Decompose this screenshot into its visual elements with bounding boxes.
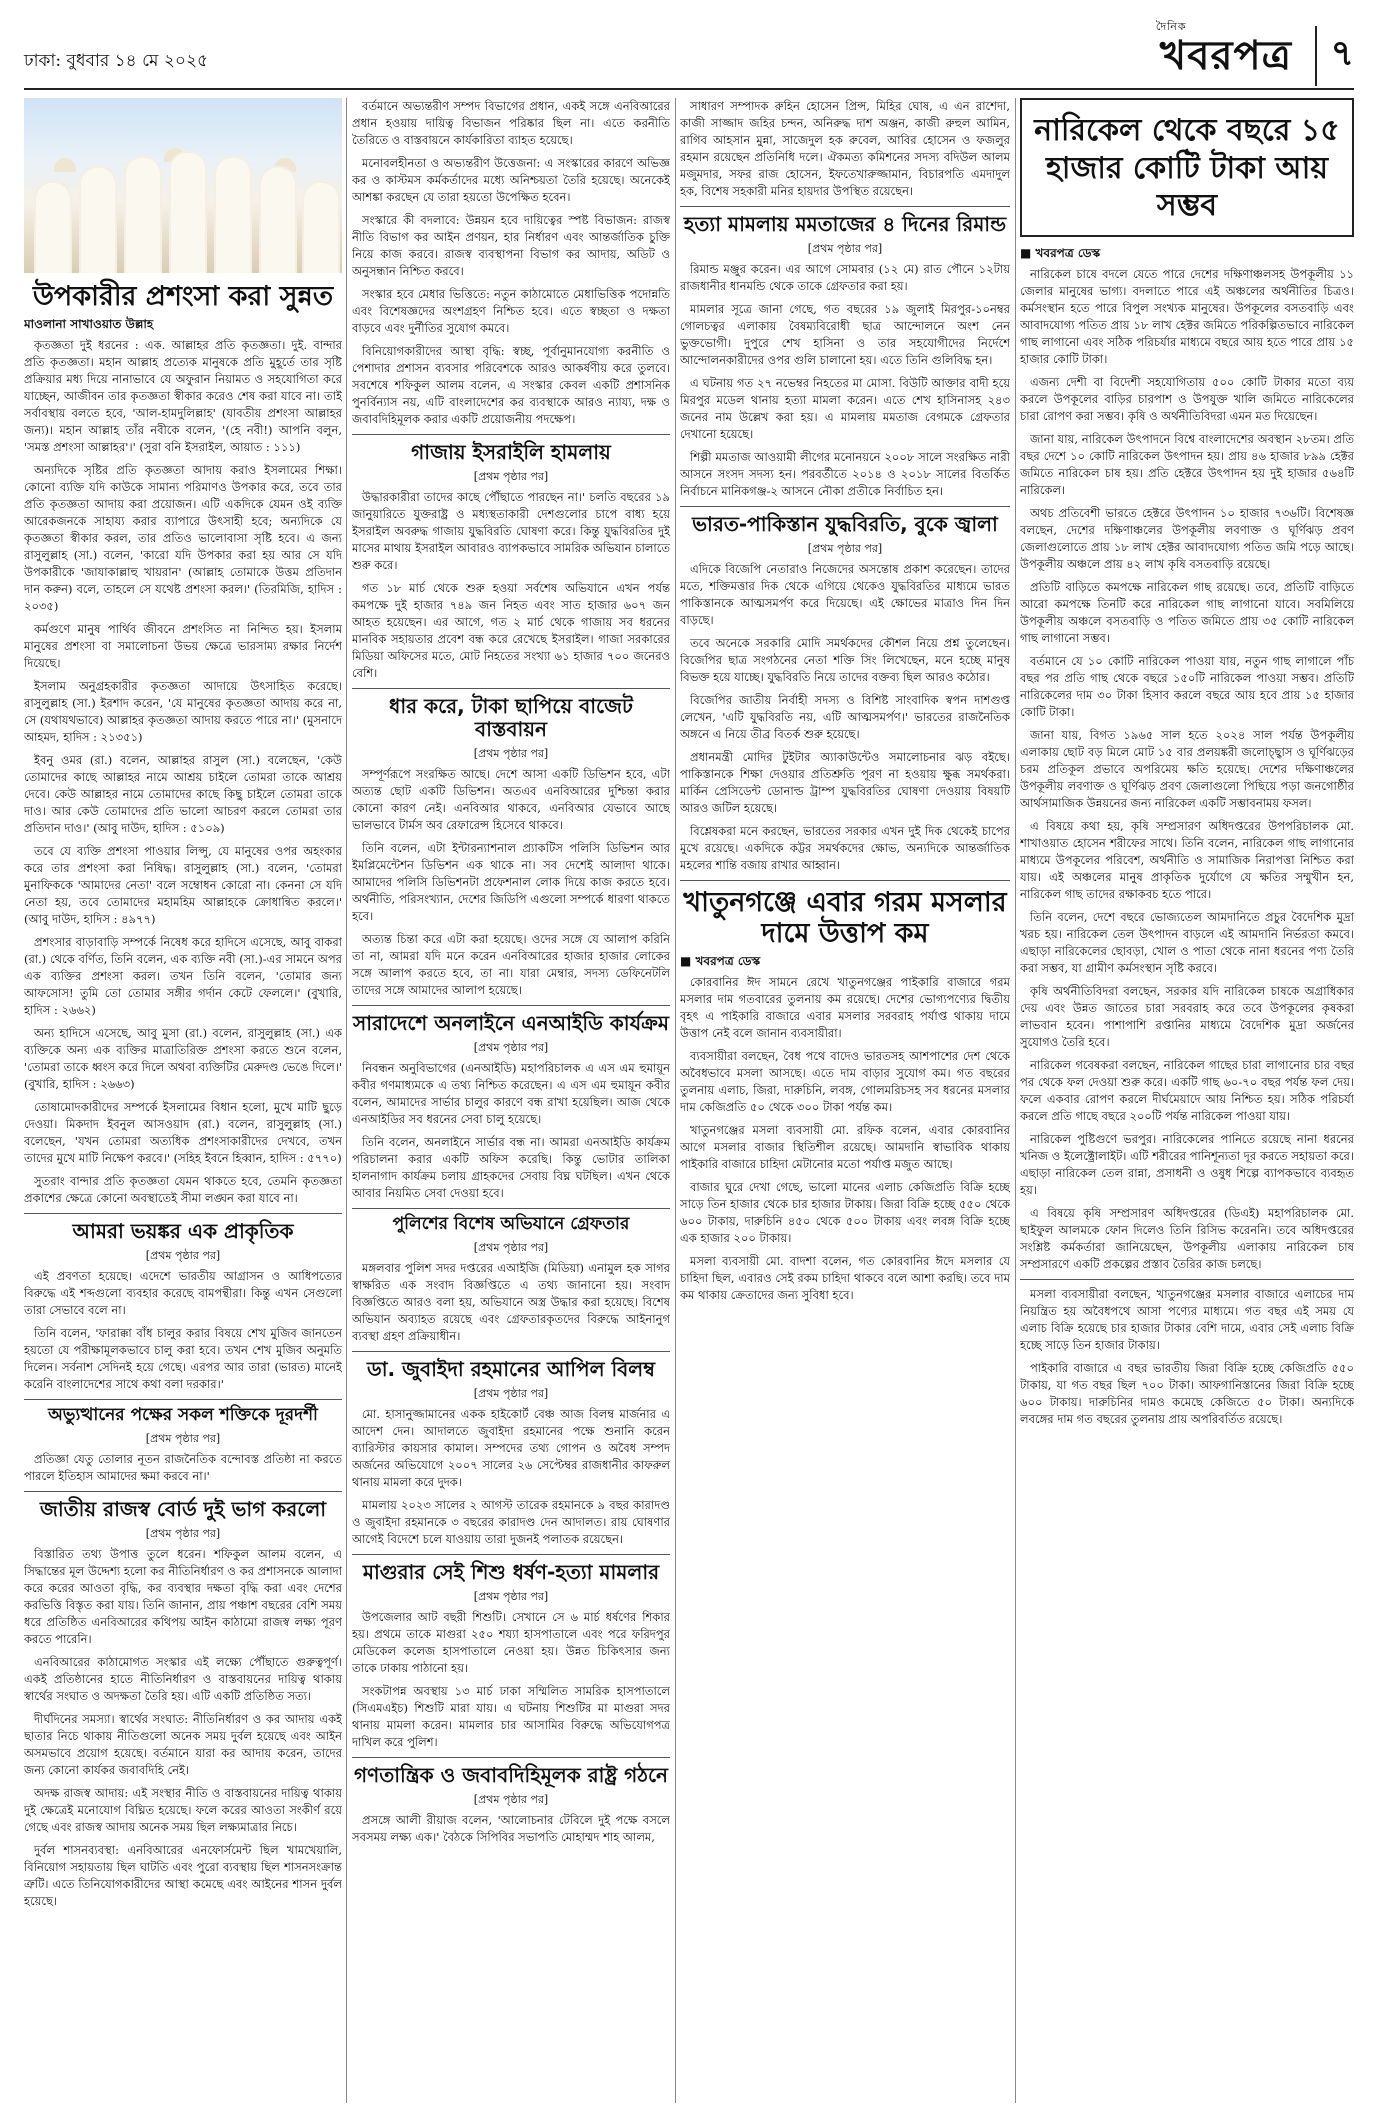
article-headline: উপকারীর প্রশংসা করা সুন্নত — [32, 281, 334, 312]
article-headline: পুলিশের বিশেষ অভিযানে গ্রেফতার — [392, 1214, 630, 1234]
article-paragraph: সাধারণ সম্পাদক রুহিন হোসেন প্রিন্স, মিহির ঘোষ, এ এন রাশেদা, কাজী সাজ্জাদ জহির চন্দন, অনিরুদ্ধ দাশ অঞ্জন, কাজী রুহুল আমিন, রাগিব আহসান মুন্না, সাজেদুল হক রুবেল, আবির হোসেন ও ফজলুর রহমান রয়েছেন প্রতিনিধি দলে। ঐকমত্য কমিশনের সদস্য বদিউল আলম মজুমদার, সফর রাজ হোসেন, ইফতেখারুজ্জামান, বিচারপতি এমদাদুল হক, বিশেষ সহকারী মনির হায়দার উপস্থিত রয়েছেন। — [680, 99, 1010, 198]
article-paragraph: বর্তমানে অভ্যন্তরীণ সম্পদ বিভাগের প্রধান, একই সঙ্গে এনবিআরের প্রধান হওয়ায় দায়িত্ব বিভাজন পরিষ্কার ছিল না। এতে করনীতি তৈরিতে ও বাস্তবায়নে কার্যকারিতা ব্যাহত হয়েছে। — [352, 99, 670, 147]
article-paragraph: তিনি বলেন, এটা ইন্টারন্যাশনাল প্র্যাকটিস পলিসি ডিভিশন আর ইমপ্লিমেন্টেশন ডিভিশন এক থাকে না। সব দেশেই আলাদা থাকে। আমাদের পলিসি ডিভিশনটা প্রফেশনাল লোক দিয়ে কাজ করতে হবে। অর্থনীতি, পরিসংখ্যান, দেশের জিডিপি এগুলো সম্পর্কে ধারণা থাকতে হবে। — [352, 841, 670, 923]
article-paragraph: এদিকে বিজেপি নেতারাও নিজেদের অসন্তোষ প্রকাশ করেছেন। তাদের মতে, শক্তিমত্তার দিক থেকে এগিয়ে থেকেও যুদ্ধবিরতির মাধ্যমে ভারত পাকিস্তানকে আত্মসমর্পণ করে দিয়েছে। এই ক্ষোভের মাত্রাও দিন দিন বাড়ছে। — [680, 562, 1010, 627]
column-divider — [675, 98, 676, 2103]
continued-label: [প্রথম পৃষ্ঠার পর] — [473, 747, 549, 760]
lead-headline-box — [1020, 98, 1354, 237]
section-separator — [352, 1208, 670, 1209]
article-headline: গণতান্ত্রিক ও জবাবদিহিমূলক রাষ্ট্র গঠনে — [354, 1762, 668, 1787]
article-headline: সারাদেশে অনলাইনে এনআইডি কার্যক্রম — [353, 1011, 669, 1035]
page-number: ৭ — [1315, 26, 1354, 86]
arch-shape — [259, 166, 297, 273]
article-paragraph: প্রসঙ্গে আলী রীয়াজ বলেন, 'আলোচনার টেবিলে দুই পক্ষে বসলে সবসময় লক্ষ্য এক।' বৈঠকে সিপিবির সভাপতি মোহাম্মদ শাহ আলম, — [352, 1812, 670, 1844]
section-separator — [352, 1005, 670, 1006]
article-headline: হত্যা মামলায় মমতাজের ৪ দিনের রিমান্ড — [683, 212, 1007, 236]
article-headline: খাতুনগঞ্জে এবার গরম মসলার দামে উত্তাপ কম — [683, 887, 1007, 950]
continued-label: [প্রথম পৃষ্ঠার পর] — [473, 1792, 549, 1806]
article-paragraph: প্রশংসার বাড়াবাড়ি সম্পর্কে নিষেধ করে হাদিসে এসেছে, আবু বাকরা (রা.) থেকে বর্ণিত, তিনি বলেন, এক ব্যক্তি নবী (সা.)-এর সামনে অপর এক ব্যক্তির প্রশংসা করল। তখন তিনি বলেন, 'তোমার জন্য আফসোস! তুমি তো তোমার সঙ্গীর গর্দান কেটে ফেললে।' (বুখারি, হাদিস : ২৬৬২) — [24, 935, 342, 1018]
article-paragraph: প্রতিজ্ঞা যেতু তোলার নূতন রাজনৈতিক বন্দোবস্ত প্রতিষ্ঠা না করতে পারলে ইতিহাস আমাদের ক্ষমা করবে না।' — [24, 1451, 342, 1483]
article-headline: জাতীয় রাজস্ব বোর্ড দুই ভাগ করলো — [39, 1496, 327, 1521]
arch-shape — [79, 166, 117, 273]
article-paragraph: বিশ্লেষকরা মনে করছেন, ভারতের সরকার এখন দুই দিক থেকেই চাপের মুখে রয়েছে। একদিকে কট্টর সমর্থকদের ক্ষোভ, অন্যদিকে আন্তর্জাতিক মহলের শান্তি বজায় রাখার আহ্বান। — [680, 824, 1010, 872]
continued-label: [প্রথম পৃষ্ঠার পর] — [473, 1386, 549, 1400]
continued-label: [প্রথম পৃষ্ঠার পর] — [807, 242, 883, 255]
section-separator — [680, 506, 1010, 507]
article-headline: ভারত-পাকিস্তান যুদ্ধবিরতি, বুকে জ্বালা — [692, 512, 998, 536]
article-paragraph: প্রতিটি বাড়িতে কমপক্ষে নারিকেল গাছ রয়েছে। তবে, প্রতিটি বাড়িতে আরো কমপক্ষে তিনটি করে নারিকেল গাছ লাগানো যাবে। সবমিলিয়ে উপকূলীয় অঞ্চলে বসতবাড়ি ও পতিত জমিতে প্রায় ৩৫ কোটি নারিকেল গাছ লাগানো সম্ভব। — [1020, 579, 1354, 645]
article-paragraph: সংস্কার হবে মেধার ভিত্তিতে: নতুন কাঠামোতে মেধাভিত্তিক পদোন্নতি এবং বিশেষজ্ঞদের অংশগ্রহণ নিশ্চিত হবে। এতে স্বচ্ছতা ও দক্ষতা বাড়বে এবং দুর্নীতির সুযোগ কমবে। — [352, 287, 670, 335]
article-paragraph: অন্যদিকে সৃষ্টির প্রতি কৃতজ্ঞতা আদায় করাও ইসলামের শিক্ষা। কোনো ব্যক্তি যদি কাউকে সামান্য পরিমাণও উপকার করে, তবে তার প্রতি কৃতজ্ঞতা আদায় করা প্রয়োজন। এটি একদিকে যেমন ওই ব্যক্তি আরেকজনকে সাহায্য করার ব্যাপারে উৎসাহী হবে; অন্যদিকে যে কৃতজ্ঞতা স্বীকার করল, তার প্রতিও ভালোবাসা সৃষ্টি হবে। এ জন্য রাসুলুল্লাহ (সা.) বলেন, 'কারো যদি উপকার করা হয় আর সে যদি উপকারীকে 'জাযাকাল্লাহু খায়রান' (আল্লাহ তোমাকে উত্তম প্রতিদান দান করুন) বলে, তাহলে সে যথেষ্ট প্রশংসা করল।' (তিরমিজি, হাদিস : ২০৩৫) — [24, 463, 342, 614]
article-paragraph: কৃষি অর্থনীতিবিদরা বলছেন, সরকার যদি নারিকেল চাষকে অগ্রাধিকার দেয় এবং উন্নত জাতের চারা সরবরাহ করে তবে উপকূলের কৃষকরা লাভবান হবেন। পাশাপাশি রপ্তানির মাধ্যমে বৈদেশিক মুদ্রা অর্জনের সুযোগও তৈরি হবে। — [1020, 983, 1354, 1049]
article-paragraph: নারিকেল পুষ্টিগুণে ভরপুর। নারিকেলের পানিতে রয়েছে নানা ধরনের খনিজ ও ইলেক্ট্রোলাইট। এটি শরীরের পানিশূন্যতা দূর করতে সহায়তা করে। এছাড়া নারিকেল তেল রান্না, প্রসাধনী ও ওষুধ শিল্পে ব্যাপকভাবে ব্যবহৃত হয়। — [1020, 1131, 1354, 1197]
article-headline: মাগুরার সেই শিশু ধর্ষণ-হত্যা মামলার — [362, 1559, 660, 1584]
section-separator — [352, 434, 670, 435]
article-paragraph: মসলা ব্যবসায়ী মো. বাদশা বলেন, গত কোরবানির ঈদে মসলার যে চাহিদা ছিল, এবারও সেই রকম চাহিদা থাকবে বলে আশা করছি। তবে দাম কম থাকায় ক্রেতাদের জন্য সুবিধা হবে। — [680, 1254, 1010, 1303]
article-paragraph: মো. হাসানুজ্জামানের একক হাইকোর্ট বেঞ্চ আজ বিলম্ব মার্জনার এ আদেশ দেন। আদালতে জুবাইদা রহমানের পক্ষে শুনানি করেন ব্যারিস্টার কায়সার কামাল। সম্পদের তথ্য গোপন ও অবৈধ সম্পদ অর্জনের অভিযোগে ২০০৭ সালের ২৬ সেপ্টেম্বর রাজধানীর কাফরুল থানায় মামলা করে দুদক। — [352, 1406, 670, 1489]
section-separator — [24, 1213, 342, 1214]
article-paragraph: সুতরাং বান্দার প্রতি কৃতজ্ঞতা যেমন থাকতে হবে, তেমনি কৃতজ্ঞতা প্রকাশের ক্ষেত্রে কোনো অবস্থাতেই সীমা লঙ্ঘন করা যাবে না। — [24, 1174, 342, 1206]
article-paragraph: বর্তমানে যে ১০ কোটি নারিকেল পাওয়া যায়, নতুন গাছ লাগালে পাঁচ বছর পর প্রতি গাছ থেকে বছরে ১৫০টি নারিকেল পাওয়া সম্ভব। প্রতিটি নারিকেলের দাম ৩০ টাকা হিসাব করলে বছরে আয় হবে প্রায় ১৫ হাজার কোটি টাকা। — [1020, 653, 1354, 719]
continued-label: [প্রথম পৃষ্ঠার পর] — [145, 1431, 221, 1445]
article-paragraph: কোরবানির ঈদ সামনে রেখে খাতুনগঞ্জের পাইকারি বাজারে গরম মসলার দাম গতবারের তুলনায় কম রয়েছে। দেশের ভোগ্যপণ্যের দ্বিতীয় বৃহৎ এ পাইকারি বাজারে এবার মসলার সরবরাহ পর্যাপ্ত থাকায় দামে উত্তাপ নেই বলে জানান ব্যবসায়ীরা। — [680, 975, 1010, 1041]
section-separator — [680, 880, 1010, 881]
section-separator — [1020, 1279, 1354, 1280]
article-paragraph: মামলায় ২০২৩ সালের ২ আগস্ট তারেক রহমানকে ৯ বছর কারাদণ্ড ও জুবাইদা রহমানকে ৩ বছরের কারাদণ্ড দেন আদালত। রায় ঘোষণার আগেই বিদেশে চলে যাওয়ায় তারা দুজনই পলাতক রয়েছেন। — [352, 1497, 670, 1546]
article-paragraph: মামলার সূত্রে জানা গেছে, গত বছরের ১৯ জুলাই মিরপুর-১০নম্বর গোলচত্বর এলাকায় বৈষম্যবিরোধী ছাত্র আন্দোলনে অংশ নেন ভুক্তভোগী। দুপুরে শেখ হাসিনা ও তার সহযোগীদের নির্দেশে আন্দোলনকারীদের ওপর গুলি চালানো হয়। এতে তিনি গুলিবিদ্ধ হন। — [680, 302, 1010, 367]
article-paragraph: ইসলাম অনুগ্রহকারীর কৃতজ্ঞতা আদায়ে উৎসাহিত করেছে। রাসুলুল্লাহ (সা.) ইরশাদ করেন, 'যে মানুষের কৃতজ্ঞতা আদায় করে না, সে (যথাযথভাবে) আল্লাহর কৃতজ্ঞতা আদায় করতে পারে না।' (মুসনাদে আহমদ, হাদিস : ২১৩৫১) — [24, 679, 342, 745]
article-paragraph: সংকটাপন্ন অবস্থায় ১৩ মার্চ ঢাকা সম্মিলিত সামরিক হাসপাতালে (সিএমএইচ) শিশুটি মারা যায়। এ ঘটনায় শিশুটির মা মাগুরা সদর থানায় মামলা করেন। মামলার চার আসামির বিরুদ্ধে অভিযোগপত্র দাখিল করে পুলিশ। — [352, 1683, 670, 1749]
article-paragraph: সম্পূর্ণরূপে সংরক্ষিত আছে। দেশে আসা একটি ডিভিশন হবে, এটা অত্যন্ত ছোট একটি ডিভিশন। অতএব এনবিআরের দুশ্চিন্তা করার কোনো কারণ নেই। এনবিআর থাকবে, এনবিআর যেভাবে আছে ভালভাবে টার্মস অব রেফারেন্স হিসেবে থাকবে। — [352, 767, 670, 832]
article-paragraph: ব্যবসায়ীরা বলছেন, বৈধ পথে বাদেও ভারতসহ আশপাশের দেশ থেকে অবৈধভাবে মসলা আসছে। এতে দাম বাড়ার সুযোগ কম। গত বছরের তুলনায় এলাচ, জিরা, দারুচিনি, লবঙ্গ, গোলমরিচসহ সব ধরনের মসলার দাম কেজিপ্রতি ৫০ থেকে ৩০০ টাকা পর্যন্ত কম। — [680, 1049, 1010, 1115]
continued-label: [প্রথম পৃষ্ঠার পর] — [473, 1240, 549, 1254]
arch-shape — [214, 156, 252, 273]
article-paragraph: খাতুনগঞ্জের মসলা ব্যবসায়ী মো. রফিক বলেন, এবার কোরবানির আগে মসলার বাজার স্থিতিশীল রয়েছে। আমদানি স্বাভাবিক থাকায় পাইকারি বাজারে চাহিদা মেটানোর মতো পর্যাপ্ত মজুত আছে। — [680, 1123, 1010, 1172]
continued-label: [প্রথম পৃষ্ঠার পর] — [473, 1589, 549, 1603]
article-paragraph: জানা যায়, বিগত ১৯৬৫ সাল হতে ২০২৪ সাল পর্যন্ত উপকূলীয় এলাকায় ছোট বড় মিলে মোট ১৫ বার প্রলয়ঙ্করী জলোচ্ছ্বাস ও ঘূর্ণিঝড়ের চরম প্রতিকূল প্রভাবে অপরিমেয় ক্ষতি হয়েছে। দেশের দক্ষিণাঞ্চলের উপকূলীয় লবণাক্ত ও ঘূর্ণিঝড় প্রবণ জেলাগুলো পিছিয়ে পড়া জনগোষ্ঠীর আর্থসামাজিক উন্নয়নের জন্য নারিকেল একটি সম্ভাবনাময় ফসল। — [1020, 727, 1354, 810]
article-paragraph: ইবনু ওমর (রা.) বলেন, আল্লাহর রাসুল (সা.) বলেছেন, 'কেউ তোমাদের কাছে আল্লাহর নামে আশ্রয় চাইলে তোমরা তাকে আশ্রয় দেবে। কেউ আল্লাহর নামে তোমাদের কাছে কিছু চাইলে তোমরা তাকে দাও। আর কেউ তোমাদের প্রতি ভালো আচরণ করলে তোমরা তার প্রতিদান দাও।' (আবু দাউদ, হাদিস : ৫১০৯) — [24, 753, 342, 836]
article-paragraph: রিমান্ড মঞ্জুর করেন। এর আগে সোমবার (১২ মে) রাত পৌনে ১২টায় রাজধানীর ধানমন্ডি থেকে তাকে গ্রেফতার করা হয়। — [680, 262, 1010, 293]
logo-text: খবরপত্র — [1159, 32, 1292, 79]
column-1 — [24, 98, 342, 2103]
article-paragraph: তিনি বলেন, 'ফারাক্কা বাঁধ চালুর করার বিষয়ে শেখ মুজিব জানতেন হয়তো যে পরীক্ষামূলকভাবে চালু করা হবে। তখন শেখ মুজিব অনুমতি দিলেন। সর্বনাশ সেদিনই হয়ে গেছে। এরপর আর তারা (ভারত) মানেই করেনি বাংলাদেশের সাথে কথা বলা দরকার।' — [24, 1326, 342, 1392]
arch-shape — [124, 156, 162, 273]
article-paragraph: নারিকেল চাষে বদলে যেতে পারে দেশের দক্ষিণাঞ্চলসহ উপকূলীয় ১১ জেলার মানুষের ভাগ্য। বদলাতে পারে এই অঞ্চলের অর্থনীতির চিত্রও। কর্মসংস্থান হতে পারে বিপুল সংখ্যক মানুষের। উপকূলের বসতবাড়ি এবং আবাদযোগ্য পতিত প্রায় ১৮ লাখ হেক্টর জমিতে পরিকল্পিতভাবে নারিকেল গাছ লাগানো এবং সঠিক পরিচর্যার মাধ্যমে বছরে আয় হতে পারে প্রায় ১৫ হাজার কোটি টাকা। — [1020, 266, 1354, 366]
article-paragraph: তিনি বলেন, দেশে বছরে ভোজ্যতেল আমদানিতে প্রচুর বৈদেশিক মুদ্রা খরচ হয়। নারিকেল তেল উৎপাদন বাড়লে এই আমদানি নির্ভরতা কমবে। এছাড়া নারিকেলের ছোবড়া, খোল ও পাতা থেকে নানা ধরনের পণ্য তৈরি করা সম্ভব, যা গ্রামীণ কর্মসংস্থান সৃষ্টি করবে। — [1020, 909, 1354, 975]
article-paragraph: উদ্ধারকারীরা তাদের কাছে পৌঁছাতে পারছেন না।' চলতি বছরের ১৯ জানুয়ারিতে যুক্তরাষ্ট্র ও মধ্যস্থতাকারী দেশগুলোর চাপে বাধ্য হয়ে ইসরাইল অবরুদ্ধ গাজায় যুদ্ধবিরতি ঘোষণা করে। কিন্তু যুদ্ধবিরতির দুই মাসের মাথায় ইসরাইল আবারও ব্যাপকভাবে সামরিক অভিযান চালাতে শুরু করে। — [352, 490, 670, 572]
arch-shape — [302, 181, 340, 273]
article-paragraph: গত ১৮ মার্চ থেকে শুরু হওয়া সর্বশেষ অভিযানে এখন পর্যন্ত কমপক্ষে দুই হাজার ৭৪৯ জন নিহত এবং সাত হাজার ৬০৭ জন আহত হয়েছেন। এর আগে, গত ২ মার্চ থেকে গাজায় সব ধরনের মানবিক সহায়তার প্রবেশ বন্ধ করে রেখেছে ইসরাইল। গাজা সরকারের মিডিয়া অফিসের মতে, মোট নিহতের সংখ্যা ৬১ হাজার ৭০০ জনেরও বেশি। — [352, 581, 670, 680]
article-headline: ডা. জুবাইদা রহমানের আপিল বিলম্ব — [367, 1356, 655, 1381]
article-byline: ■ খবরপত্র ডেস্ক — [1020, 245, 1101, 260]
article-paragraph: অথচ প্রতিবেশী ভারতে হেক্টরে উৎপাদন ১০ হাজার ৭৩৬টি। বিশেষজ্ঞ বলছেন, দেশের দক্ষিণাঞ্চলের উপকূলীয় লবণাক্ত ও ঘূর্ণিঝড় প্রবণ জেলাগুলোতে প্রায় ১৮ লাখ হেক্টর আবাদযোগ্য পতিত জমি পড়ে আছে। উপকূলীয় অঞ্চলে প্রায় ৪২ লাখ কৃষি বসতবাড়ি রয়েছে। — [1020, 505, 1354, 571]
continued-label: [প্রথম পৃষ্ঠার পর] — [473, 1041, 549, 1054]
article-paragraph: এই প্রবণতা হয়েছে। এদেশে ভারতীয় আগ্রাসন ও আধিপত্যের বিরুদ্ধে এই শব্দগুলো ব্যবহার করেছে বামপন্থীরা। কিন্তু এখন সেগুলো তারা সেভাবে বলে না। — [24, 1269, 342, 1318]
article-paragraph: দুর্বল শাসনব্যবস্থা: এনবিআরের এনফোর্সমেন্ট ছিল খামখেয়ালি, বিনিয়োগ সহায়তায় ছিল ঘাটতি এবং পুরো ব্যবস্থায় ছিল শাসনসংক্রান্ত ত্রুটি। এতে তিনিযোগকারীদের আস্থা কমেছে এবং আইনের শাসন দুর্বল হয়েছে। — [24, 1842, 342, 1908]
article-paragraph: মসলা ব্যবসায়ীরা বলছেন, খাতুনগঞ্জের মসলার বাজারে এলাচের দাম নিয়ন্ত্রিত হয় অবৈধপথে আসা পণ্যের মাধ্যমে। গত বছর এই সময় যে এলাচ বিক্রি হয়েছে চার হাজার টাকার বেশি দামে, এবার সেই এলাচ বিক্রি হচ্ছে সাড়ে তিন হাজার টাকায়। — [1020, 1286, 1354, 1352]
article-paragraph: বিনিয়োগকারীদের আস্থা বৃদ্ধি: স্বচ্ছ, পূর্বানুমানযোগ্য করনীতি ও পেশাদার প্রশাসন ব্যবসার পরিবেশকে আরও আকর্ষণীয় করে তুলবে। সবশেষে শফিকুল আলম বলেন, এ সংস্কার কেবল একটি প্রশাসনিক পুনর্বিন্যাস নয়, এটি বাংলাদেশের কর ব্যবস্থাকে আরও ন্যায্য, দক্ষ ও জবাবদিহিমূলক করার একটি প্রয়োজনীয় পদক্ষেপ। — [352, 344, 670, 426]
article-paragraph: বাজার ঘুরে দেখা গেছে, ভালো মানের এলাচ কেজিপ্রতি বিক্রি হচ্ছে সাড়ে তিন হাজার থেকে চার হাজার টাকায়। জিরা বিক্রি হচ্ছে ৫৫০ থেকে ৬০০ টাকায়, দারুচিনি ৪৫০ থেকে ৫০০ টাকায় এবং লবঙ্গ বিক্রি হচ্ছে এক হাজার ২০০ টাকায়। — [680, 1180, 1010, 1246]
continued-label: [প্রথম পৃষ্ঠার পর] — [807, 542, 883, 555]
masthead-date: ঢাকা: বুধবার ১৪ মে ২০২৫ — [24, 51, 209, 71]
article-paragraph: বিস্তারিত তথ্য উপাত্ত তুলে ধরেন। শফিকুল আলম বলেন, এ সিদ্ধান্তের মূল উদ্দেশ্য হলো কর নীতিনির্ধারণ ও কর প্রশাসনকে আলাদা করে করের আওতা বৃদ্ধি, কর ব্যবস্থার দক্ষতা বৃদ্ধি করা এবং দেশের করভিত্তি বিস্তৃত করা যায়। তিনি জানান, প্রায় পঞ্চাশ বছরের বেশি সময় ধরে প্রতিষ্ঠিত এনবিআরের কথিপয় আইন কাঠামো রাজস্ব লক্ষ্য পূরণ করতে পারেনি। — [24, 1546, 342, 1646]
continued-label: [প্রথম পৃষ্ঠার পর] — [145, 1526, 221, 1540]
article-paragraph: অন্য হাদিসে এসেছে, আবু মুসা (রা.) বলেন, রাসুলুল্লাহ (সা.) এক ব্যক্তিকে অন্য এক ব্যক্তির মাত্রাতিরিক্ত প্রশংসা করতে শুনে বলেন, 'তোমরা তাকে ধ্বংস করে দিলে অথবা ব্যক্তিটির মেরুদণ্ড ভেঙে দিলে।' (বুখারি, হাদিস : ২৬৬৩) — [24, 1026, 342, 1092]
article-paragraph: অদক্ষ রাজস্ব আদায়: এই সংস্থার নীতি ও বাস্তবায়নের দায়িত্ব থাকায় দুই ক্ষেত্রেই মনোযোগ বিঘ্নিত হয়েছে। ফলে করের আওতা সংকীর্ণ রয়ে গেছে এবং রাজস্ব আদায় অনেক সময় ছিল লক্ষ্যমাত্রার নিচে। — [24, 1785, 342, 1834]
article-paragraph: জানা যায়, নারিকেল উৎপাদনে বিশ্বে বাংলাদেশের অবস্থান ২৮তম। প্রতি বছর দেশে ১০ কোটি নারিকেল উৎপাদন হয়। প্রায় ৪৬ হাজার ৮৯৯ হেক্টর জমিতে নারিকেল চাষ হয়। প্রতি হেক্টরে উৎপাদন হয় দুই হাজার ৫৬৪টি নারিকেল। — [1020, 431, 1354, 497]
article-paragraph: কর্মগুণে মানুষ পার্থিব জীবনে প্রশংসিত না নিন্দিত হয়। ইসলাম মানুষের প্রশংসা বা সমালোচনা উভয় ক্ষেত্রে ভারসাম্য রক্ষার নির্দেশ দিয়েছে। — [24, 622, 342, 671]
section-separator — [24, 1491, 342, 1492]
article-headline: অভ্যুত্থানের পক্ষের সকল শক্তিকে দূরদর্শী — [48, 1405, 318, 1426]
article-paragraph: তোষামোদকারীদের সম্পর্কে ইসলামের বিধান হলো, মুখে মাটি ছুড়ে দেওয়া। মিকদাদ ইবনুল আসওয়াদ (রা.) বলেন, রাসুলুল্লাহ (সা.) বলেছেন, 'যখন তোমরা অত্যধিক প্রশংসাকারীদের দেখবে, তখন তাদের মুখে মাটি নিক্ষেপ করবে।' (সহিহ ইবনে হিব্বান, হাদিস : ৫৭৭০) — [24, 1100, 342, 1166]
section-separator — [352, 1351, 670, 1352]
arch-shape — [169, 151, 207, 273]
masthead — [24, 18, 1354, 90]
article-paragraph: দীর্ঘদিনের সমস্যা। স্বার্থের সংঘাত: নীতিনির্ধারণ ও কর আদায় একই ছাতার নিচে থাকায় নীতিগুলো অনেক সময় দুর্বল হয়েছে এবং আইন অসমভাবে প্রয়োগ হয়েছে। বর্তমানে যারা কর আদায় করেন, তাদের জন্য কোনো কার্যকর জবাবদিহি নেই। — [24, 1711, 342, 1777]
article-byline: ■ খবরপত্র ডেস্ক — [680, 954, 761, 969]
article-paragraph: মঙ্গলবার পুলিশ সদর দপ্তরের এআইজি (মিডিয়া) এনামুল হক সাগর স্বাক্ষরিত এক সংবাদ বিজ্ঞপ্তিতে এ তথ্য জানানো হয়। সংবাদ বিজ্ঞপ্তিতে আরও বলা হয়, অভিযানে অস্ত্র উদ্ধার করা হয়েছে। বিশেষ অভিযান অব্যাহত রয়েছে এবং গ্রেফতারকৃতদের বিরুদ্ধে আইনানুগ ব্যবস্থা গ্রহণ প্রক্রিয়াধীন। — [352, 1260, 670, 1343]
article-paragraph: এ বিষয়ে কৃষি সম্প্রসারণ অধিদপ্তরের (ডিএই) মহাপরিচালক মো. ছাইফুল আলমকে ফোন দিলেও তিনি রিসিভ করেননি। তবে অধিদপ্তরের সংশ্লিষ্ট কর্মকর্তারা জানিয়েছেন, উপকূলীয় এলাকায় নারিকেল চাষ সম্প্রসারণে একটি প্রকল্পের প্রস্তাব তৈরির কাজ চলছে। — [1020, 1205, 1354, 1271]
article-paragraph: এনবিআরের কাঠামোগত সংস্কার এই লক্ষ্যে পৌঁছাতে গুরুত্বপূর্ণ। একই প্রতিষ্ঠানের হাতে নীতিনির্ধারণ ও বাস্তবায়নের দায়িত্ব থাকায় স্বার্থের সংঘাত ও অদক্ষতা তৈরি হয়। এটি একটি প্রতিষ্ঠিত সত্য। — [24, 1654, 342, 1703]
section-separator — [680, 206, 1010, 207]
mosque-photo — [24, 98, 342, 273]
article-paragraph: মনোবলহীনতা ও অভ্যন্তরীণ উত্তেজনা: এ সংস্কারের কারণে অভিজ্ঞ কর ও কাস্টমস কর্মকর্তাদের মধ্যে অনিশ্চয়তা তৈরি হয়েছে। অনেকেই আশঙ্কা করছেন যে তারা হয়তো উপেক্ষিত হবেন। — [352, 156, 670, 204]
article-paragraph: বিজেপির জাতীয় নির্বাহী সদস্য ও বিশিষ্ট সাংবাদিক স্বপন দাশগুপ্ত লেখেন, 'এটি যুদ্ধবিরতি নয়, এটি আত্মসমর্পণ।' ভারতের রাজনৈতিক অঙ্গনে এ নিয়ে তীব্র বিতর্ক শুরু হয়েছে। — [680, 693, 1010, 741]
article-headline: ধার করে, টাকা ছাপিয়ে বাজেট বাস্তবায়ন — [389, 694, 633, 741]
article-paragraph: সংস্কারে কী বদলাবে: উন্নয়ন হবে দায়িত্বের স্পষ্ট বিভাজন: রাজস্ব নীতি বিভাগ কর আইন প্রণয়ন, হার নির্ধারণ এবং আন্তর্জাতিক চুক্তি নিয়ে কাজ করবে। রাজস্ব ব্যবস্থাপনা বিভাগ কর আদায়, অডিট ও অনুসন্ধান নিশ্চিত করবে। — [352, 213, 670, 278]
column-divider — [346, 98, 347, 2103]
column-divider — [1015, 98, 1016, 2103]
article-paragraph: পাইকারি বাজারে এ বছর ভারতীয় জিরা বিক্রি হচ্ছে কেজিপ্রতি ৫৫০ টাকায়, যা গত বছর ছিল ৭০০ টাকা। আফগানিস্তানের জিরা বিক্রি হচ্ছে ৬০০ টাকায়। দারুচিনির দামও কমেছে কেজিতে ৫০ টাকা। অন্যদিকে লবঙ্গের দাম গত বছরের তুলনায় প্রায় অপরিবর্তিত রয়েছে। — [1020, 1360, 1354, 1426]
article-headline: নারিকেল থেকে বছরে ১৫ হাজার কোটি টাকা আয় সম্ভব — [1034, 113, 1340, 223]
article-paragraph: তবে যে ব্যক্তি প্রশংসা পাওয়ার লিপ্সু, যে মানুষের ওপর অহংকার করে তার প্রশংসা করা নিষিদ্ধ। রাসুলুল্লাহ (সা.) বলেন, 'তোমরা মুনাফিককে 'আমাদের নেতা' বলে সম্বোধন কোরো না। কেননা সে যদি নেতা হয়, তবে তোমাদের মহামহিম আল্লাহকে ক্রোধান্বিত করলে।' (আবু দাউদ, হাদিস : ৪৯৭৭) — [24, 844, 342, 927]
article-paragraph: প্রধানমন্ত্রী মোদির টুইটার অ্যাকাউন্টেও সমালোচনার ঝড় বইছে। পাকিস্তানকে শিক্ষা দেওয়ার প্রতিশ্রুতি পূরণ না হওয়ায় ক্ষুব্ধ সমর্থকরা। মার্কিন প্রেসিডেন্ট ডোনাল্ড ট্রাম্প যুদ্ধবিরতির ঘোষণা দেওয়ায় বিষয়টি আরও জটিল হয়েছে। — [680, 750, 1010, 815]
section-separator — [24, 1399, 342, 1400]
continued-label: [প্রথম পৃষ্ঠার পর] — [473, 470, 549, 483]
article-paragraph: কৃতজ্ঞতা দুই ধরনের : এক. আল্লাহর প্রতি কৃতজ্ঞতা। দুই. বান্দার প্রতি কৃতজ্ঞতা। মহান আল্লাহ প্রত্যেক মানুষকে প্রতি মুহূর্তে তার সৃষ্টি প্রক্রিয়ার মধ্য দিয়ে নানাভাবে যে অফুরান নিয়ামত ও সহযোগিতা করে যাচ্ছেন, আজীবন তার কৃতজ্ঞতা স্বীকার করেও শেষ করা যাবে না। তাই সর্বাবস্থায় বলতে হবে, 'আল-হামদুলিল্লাহ' (যাবতীয় প্রশংসা আল্লাহর জন্য)। মহান আল্লাহ তাঁর নবীকে বলেন, '(হে নবী!) আপনি বলুন, 'সমস্ত প্রশংসা আল্লাহর'।' (সুরা বনি ইসরাইল, আয়াত : ১১১) — [24, 338, 342, 455]
article-headline: আমরা ভয়ঙ্কর এক প্রাকৃতিক — [72, 1219, 294, 1244]
article-paragraph: এ ঘটনায় গত ২৭ নভেম্বর নিহতের মা মোসা. বিউটি আক্তার বাদী হয়ে মিরপুর মডেল থানায় হত্যা মামলা করেন। এতে শেখ হাসিনাসহ ২৪৩ জনের নাম উল্লেখ করা হয়। এ মামলায় মমতাজ বেগমকে গ্রেফতার দেখানো হয়েছে। — [680, 376, 1010, 441]
article-paragraph: তবে অনেকে সরকারি মোদি সমর্থকদের কৌশল নিয়ে প্রশ্ন তুলেছেন। বিজেপির ছাত্র সংগঠনের নেতা শক্তি সিং লিখেছেন, মনে হচ্ছে মানুষ বিভক্ত হয়ে যাচ্ছে। যুদ্ধবিরতি নিয়ে তাদের বক্তব্য ছিল আরও কঠোর। — [680, 636, 1010, 684]
dome-shape — [54, 158, 76, 172]
logo-small-text: দৈনিক — [1155, 20, 1187, 33]
article-paragraph: উপজেলার আট বছরী শিশুটি। সেখানে সে ৬ মার্চ ধর্ষণের শিকার হয়। প্রথমে তাকে মাগুরা ২৫০ শয্যা হাসপাতালে এবং পরে ফরিদপুর মেডিকেল কলেজ হাসপাতালে নেওয়া হয়। উন্নত চিকিৎসার জন্য তাকে ঢাকায় পাঠানো হয়। — [352, 1609, 670, 1675]
column-4 — [1020, 98, 1354, 2103]
arch-shape — [34, 181, 72, 273]
section-separator — [352, 1757, 670, 1758]
article-paragraph: তিনি বলেন, অনলাইনে সার্ভার বন্ধ না। আমরা এনআইডি কার্যক্রম পরিচালনা করার একটি অফিস করেছি। কিন্তু ভোটার তালিকা হালনাগাদ কার্যক্রম চলায় গ্রাহকদের সেবায় বিঘ্ন ঘটছিল। এখন থেকে আবার নিয়মিত সেবা দেওয়া হবে। — [352, 1135, 670, 1200]
article-paragraph: এজন্য দেশী বা বিদেশী সহযোগিতায় ৫০০ কোটি টাকার মতো ব্যয় করলে উপকূলের বাড়ির চারপাশ ও উপযুক্ত খালি জমিতে নারিকেলের চারা রোপণ করা সম্ভব। কৃষি ও অর্থনীতিবিদরা এমন মত দিয়েছেন। — [1020, 374, 1354, 423]
column-3 — [680, 98, 1010, 2103]
section-separator — [352, 1554, 670, 1555]
column-2 — [352, 98, 670, 2103]
article-paragraph: নারিকেল গবেষকরা বলছেন, নারিকেল গাছের চারা লাগানোর চার বছর পর থেকে ফল দেওয়া শুরু করে। একটি গাছ ৬০-৭০ বছর পর্যন্ত ফল দেয়। ফলে একবার রোপণ করলে দীর্ঘমেয়াদে আয় নিশ্চিত হয়। সঠিক পরিচর্যা করলে প্রতি গাছে বছরে ২০০টি পর্যন্ত নারিকেল পাওয়া যায়। — [1020, 1057, 1354, 1123]
newspaper-logo — [1155, 20, 1292, 91]
article-byline: মাওলানা সাখাওয়াত উল্লাহ — [24, 317, 154, 332]
article-paragraph: এ বিষয়ে কথা হয়, কৃষি সম্প্রসারণ অধিদপ্তরের উপপরিচালক মো. শাখাওয়াত হোসেন শরীফের সাথে। তিনি বলেন, নারিকেল গাছ লাগানোর মাধ্যমে উপকূলের পরিবেশ, অর্থনীতি ও সামাজিক নিরাপত্তা নিশ্চিত করা যায়। এই অঞ্চলের মানুষ প্রাকৃতিক দুর্যোগে যে ক্ষতির সম্মুখীন হন, নারিকেল গাছ তাদের রক্ষাকবচ হতে পারে। — [1020, 818, 1354, 901]
article-paragraph: অত্যন্ত চিন্তা করে এটা করা হয়েছে। ওদের সঙ্গে যে আলাপ করিনি তা না, আমরা যদি মনে করেন এনবিআরের হাজার হাজার লোকের সঙ্গে আলাপ করতে হবে, তা না। যারা মেম্বার, সদস্য ডেফিনেটলি তাদের সঙ্গে আমাদের আলাপ হয়েছে। — [352, 932, 670, 997]
article-headline: গাজায় ইসরাইলি হামলায় — [411, 440, 611, 464]
article-paragraph: নিবন্ধন অনুবিভাগের (এনআইডি) মহাপরিচালক এ এস এম হুমায়ূন কবীর গণমাধ্যমকে এ তথ্য নিশ্চিত করেছেন। এ এস এম হুমায়ূন কবীর বলেন, আমাদের সার্ভার চালুর কারণে বন্ধ রাখা হয়েছিল। আজ থেকে এনআইডির সব ধরনের সেবা চালু হয়েছে। — [352, 1061, 670, 1126]
article-paragraph: শিল্পী মমতাজ আওয়ামী লীগের মনোনয়নে ২০০৮ সালে সংরক্ষিত নারী আসনে সংসদ সদস্য হন। পরবর্তীতে ২০১৪ ও ২০১৮ সালের বিতর্কিত নির্বাচনে মানিকগঞ্জ-২ আসনে নৌকা প্রতীকে নির্বাচিত হন। — [680, 450, 1010, 498]
continued-label: [প্রথম পৃষ্ঠার পর] — [145, 1249, 221, 1263]
section-separator — [352, 688, 670, 689]
